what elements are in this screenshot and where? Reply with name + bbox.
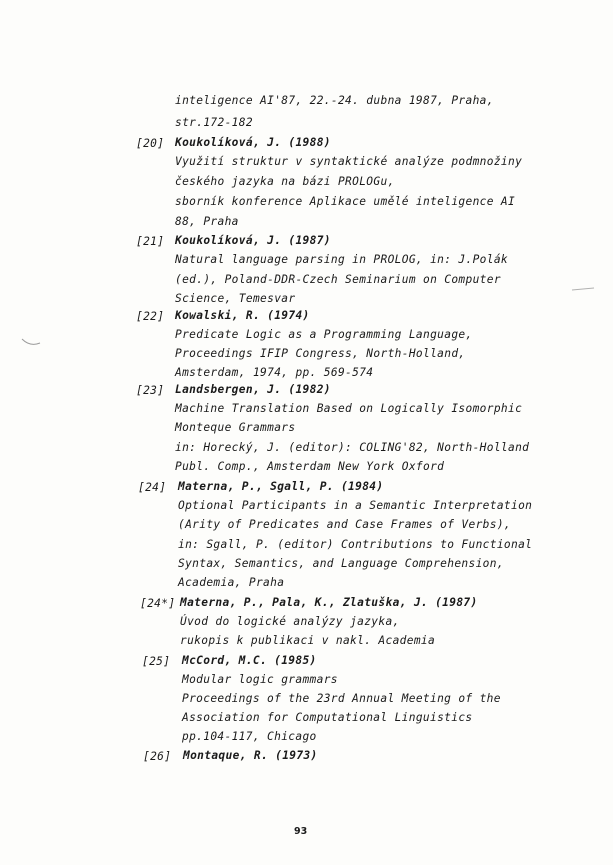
ref-line: in: Horecký, J. (editor): COLING'82, North-Holland	[175, 441, 530, 454]
ref-line: pp.104-117, Chicago	[182, 730, 317, 743]
ref-number-24-star: [24*]	[140, 597, 176, 610]
ref-author-20: Koukolíková, J. (1988)	[175, 136, 331, 149]
ref-number-26: [26]	[143, 750, 172, 763]
ref-author-23: Landsbergen, J. (1982)	[175, 383, 331, 396]
ref-number-23: [23]	[136, 384, 165, 397]
ref-line: Proceedings of the 23rd Annual Meeting of the	[182, 692, 501, 705]
ref-author-26: Montaque, R. (1973)	[183, 749, 318, 762]
ref-line: Monteque Grammars	[175, 421, 296, 434]
ref-line: Publ. Comp., Amsterdam New York Oxford	[175, 460, 445, 473]
ref-line: Machine Translation Based on Logically Isomorphic	[175, 402, 523, 415]
ref-line: Optional Participants in a Semantic Interpretation	[178, 499, 533, 512]
ref-author-21: Koukolíková, J. (1987)	[175, 234, 331, 247]
ref-author-24-star: Materna, P., Pala, K., Zlatuška, J. (1987)	[180, 596, 478, 609]
ref-number-22: [22]	[136, 310, 165, 323]
scan-mark-right	[570, 285, 596, 293]
ref-line: Syntax, Semantics, and Language Comprehension,	[178, 557, 504, 570]
ref-line: Predicate Logic as a Programming Language,	[175, 328, 473, 341]
ref-line: rukopis k publikaci v nakl. Academia	[180, 634, 436, 647]
ref-line: 88, Praha	[175, 215, 239, 228]
ref-line: Využití struktur v syntaktické analýze podmnožiny	[175, 155, 523, 168]
ref-line: in: Sgall, P. (editor) Contributions to Functional	[178, 538, 533, 551]
ref-author-24: Materna, P., Sgall, P. (1984)	[178, 480, 384, 493]
continuation-line-1: inteligence AI'87, 22.-24. dubna 1987, Praha,	[175, 94, 494, 107]
page-number: 93	[294, 826, 308, 837]
ref-line: Amsterdam, 1974, pp. 569-574	[175, 366, 374, 379]
ref-author-22: Kowalski, R. (1974)	[175, 309, 310, 322]
ref-line: sborník konference Aplikace umělé inteligence AI	[175, 195, 516, 208]
ref-line: Proceedings IFIP Congress, North-Holland,	[175, 347, 466, 360]
ref-author-25: McCord, M.C. (1985)	[182, 654, 317, 667]
ref-number-20: [20]	[136, 137, 165, 150]
scan-mark-left	[20, 335, 42, 349]
ref-line: Modular logic grammars	[182, 673, 338, 686]
ref-line: českého jazyka na bázi PROLOGu,	[175, 175, 395, 188]
ref-line: (ed.), Poland-DDR-Czech Seminarium on Computer	[175, 273, 501, 286]
ref-line: Úvod do logické analýzy jazyka,	[180, 615, 400, 628]
ref-line: (Arity of Predicates and Case Frames of Verbs),	[178, 518, 512, 531]
ref-line: Association for Computational Linguistics	[182, 711, 473, 724]
ref-line: Science, Temesvar	[175, 292, 296, 305]
ref-number-21: [21]	[136, 235, 165, 248]
ref-number-25: [25]	[142, 655, 171, 668]
ref-line: Academia, Praha	[178, 576, 285, 589]
continuation-line-2: str.172-182	[175, 116, 253, 129]
ref-number-24: [24]	[138, 481, 167, 494]
ref-line: Natural language parsing in PROLOG, in: J.Polák	[175, 253, 509, 266]
